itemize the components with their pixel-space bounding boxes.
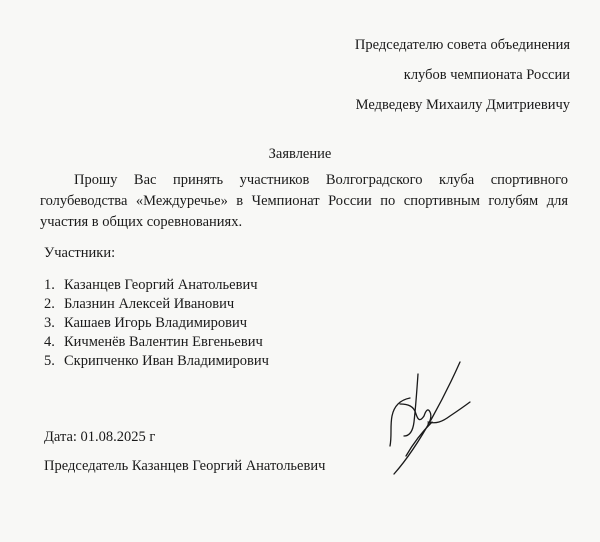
participant-name: Кашаев Игорь Владимирович xyxy=(64,315,248,331)
participants-label: Участники: xyxy=(44,245,116,261)
participant-item xyxy=(44,276,269,295)
participant-name: Скрипченко Иван Владимирович xyxy=(64,353,269,369)
addressee-line-3: Медведеву Михаилу Дмитриевичу xyxy=(355,97,570,113)
signature-icon xyxy=(370,360,480,480)
participants-list xyxy=(44,276,269,371)
participant-number: 2. xyxy=(44,296,55,312)
participant-number: 1. xyxy=(44,277,55,293)
participant-name: Блазнин Алексей Иванович xyxy=(64,296,235,312)
date-line: Дата: 01.08.2025 г xyxy=(44,429,156,445)
participant-item xyxy=(44,295,269,314)
participant-name: Кичменёв Валентин Евгеньевич xyxy=(64,334,263,350)
participant-item xyxy=(44,314,269,333)
participant-number: 3. xyxy=(44,315,55,331)
document-title: Заявление xyxy=(268,146,332,162)
participant-item xyxy=(44,352,269,371)
addressee-line-1: Председателю совета объединения xyxy=(354,37,570,53)
participant-item xyxy=(44,333,269,352)
participant-number: 4. xyxy=(44,334,55,350)
request-body-text: Прошу Вас принять участников Волгоградского клуба спортивного голубеводства «Междуречье» в Чемпионат России по спортивным голубям для участия в общих соревнованиях. xyxy=(40,172,568,230)
participant-number: 5. xyxy=(44,353,55,369)
addressee-line-2: клубов чемпионата России xyxy=(403,67,570,83)
participant-name: Казанцев Георгий Анатольевич xyxy=(64,277,258,293)
chairman-line: Председатель Казанцев Георгий Анатольевич xyxy=(44,458,326,474)
addressee-block xyxy=(355,30,570,120)
